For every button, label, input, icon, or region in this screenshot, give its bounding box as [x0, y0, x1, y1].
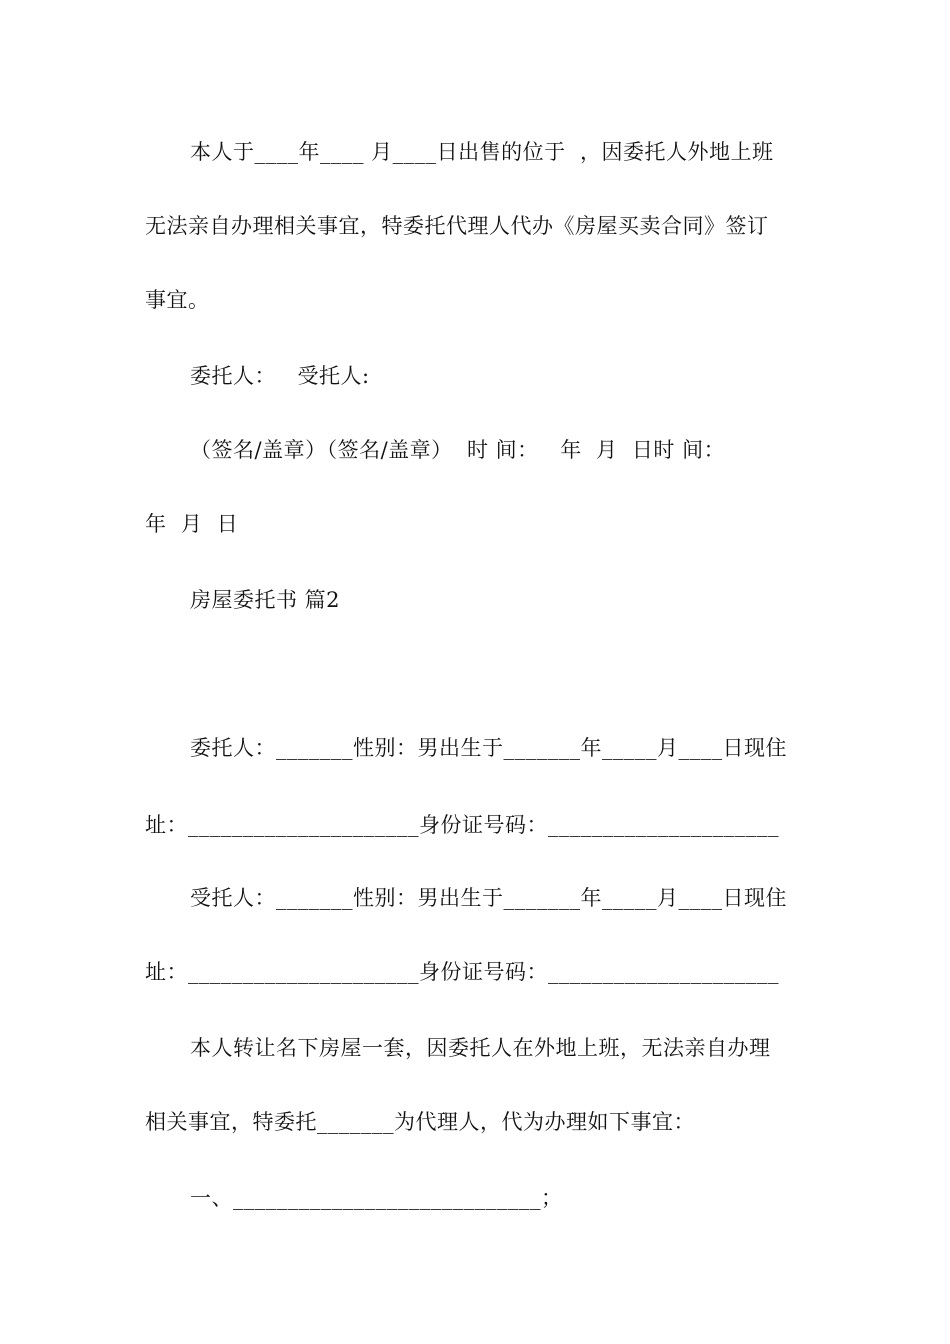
section-title: 房屋委托书 篇2	[190, 588, 341, 612]
principal-info-line: 委托人：_______性别：男出生于_______年_____月____日现住	[190, 736, 787, 760]
agent-address-line: 址：_____________________身份证号码：_____________________	[145, 960, 779, 984]
paragraph-sale-intro: 本人于____年____ 月____日出售的位于 ，因委托人外地上班	[190, 140, 774, 164]
paragraph-transfer: 本人转让名下房屋一套，因委托人在外地上班，无法亲自办理	[190, 1036, 771, 1060]
paragraph-transfer-line-2: 相关事宜，特委托_______为代理人，代为办理如下事宜：	[145, 1110, 695, 1134]
paragraph-sale-line-3: 事宜。	[145, 288, 210, 312]
signatories-line: 委托人： 受托人:	[190, 364, 370, 388]
signature-date-line: （签名/盖章）（签名/盖章） 时 间： 年 月 日时 间：	[190, 438, 726, 462]
agent-info-line: 受托人：_______性别：男出生于_______年_____月____日现住	[190, 886, 787, 910]
list-item-1: 一、____________________________；	[190, 1186, 563, 1210]
signature-date-line-2: 年 月 日	[145, 512, 239, 536]
paragraph-sale-line-2: 无法亲自办理相关事宜，特委托代理人代办《房屋买卖合同》签订	[145, 214, 769, 238]
principal-address-line: 址：_____________________身份证号码：_____________________	[145, 813, 779, 837]
